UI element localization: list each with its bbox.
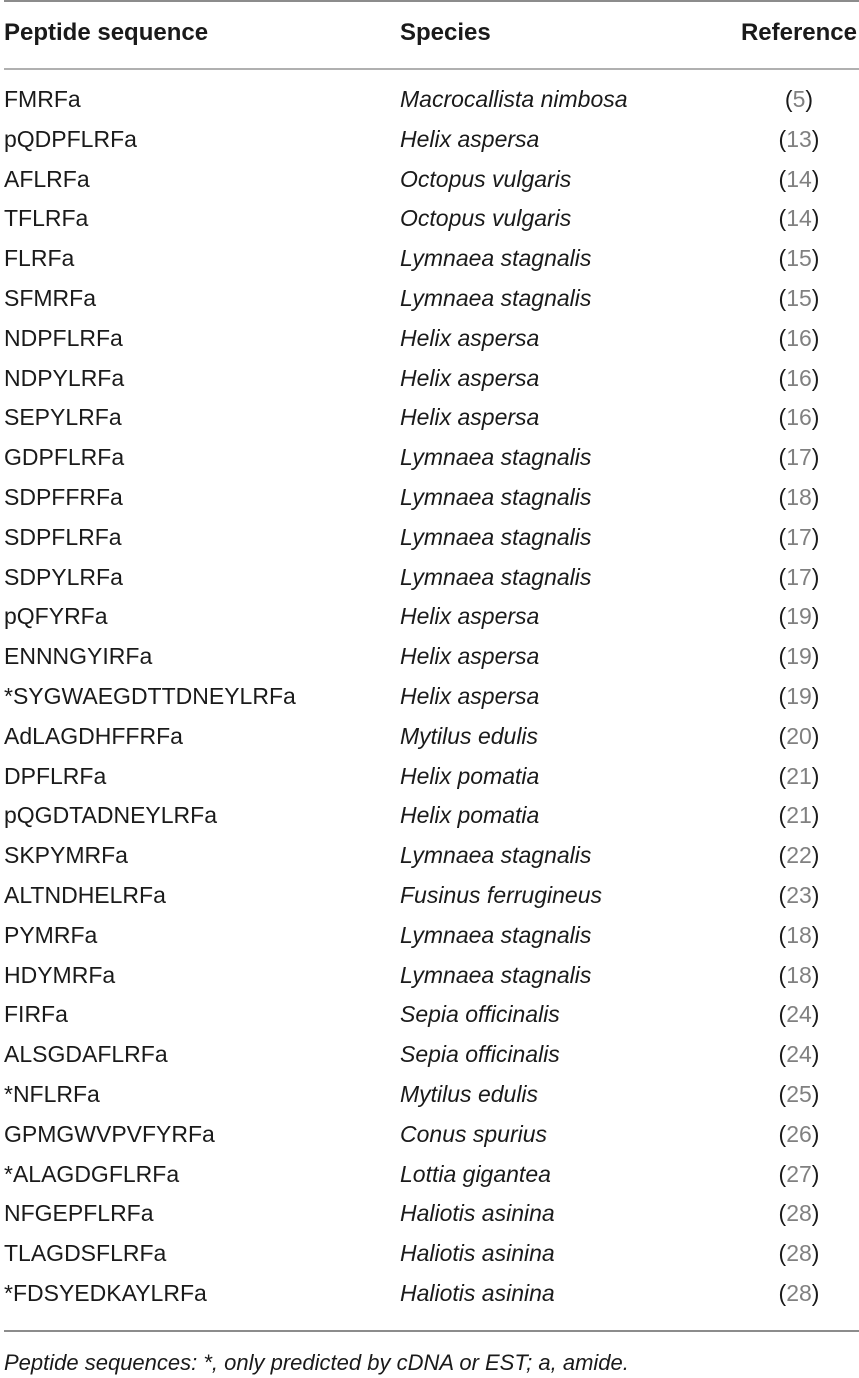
peptide-sequence-cell: ALSGDAFLRFa [4, 1041, 168, 1068]
peptide-sequence-cell: *FDSYEDKAYLRFa [4, 1279, 207, 1306]
reference-link[interactable]: 24 [786, 1041, 812, 1068]
reference-link[interactable]: 14 [786, 165, 812, 192]
reference-cell: (27) [778, 1160, 820, 1187]
reference-cell: (16) [778, 364, 820, 391]
reference-cell: (15) [778, 284, 820, 311]
peptide-sequence-cell: SDPFFRFa [4, 483, 123, 510]
peptide-sequence-cell: HDYMRFa [4, 961, 116, 988]
species-cell: Mytilus edulis [400, 722, 539, 749]
species-cell: Lymnaea stagnalis [400, 444, 592, 471]
reference-link[interactable]: 15 [786, 284, 812, 311]
table-row [0, 359, 859, 399]
species-cell: Helix aspersa [400, 404, 540, 431]
peptide-sequence-cell: NDPFLRFa [4, 324, 123, 351]
reference-link[interactable]: 21 [786, 802, 812, 829]
table-row [0, 876, 859, 916]
reference-cell: (26) [778, 1120, 820, 1147]
species-cell: Haliotis asinina [400, 1200, 555, 1227]
species-cell: Lymnaea stagnalis [400, 245, 592, 272]
table-row [0, 597, 859, 637]
species-cell: Haliotis asinina [400, 1240, 555, 1267]
species-cell: Lottia gigantea [400, 1160, 551, 1187]
reference-cell: (17) [778, 523, 820, 550]
table-row [0, 677, 859, 717]
reference-link[interactable]: 27 [786, 1160, 812, 1187]
peptide-sequence-cell: TLAGDSFLRFa [4, 1240, 167, 1267]
reference-cell: (14) [778, 165, 820, 192]
table-row [0, 956, 859, 996]
peptide-sequence-cell: SEPYLRFa [4, 404, 122, 431]
reference-cell: (28) [778, 1240, 820, 1267]
species-cell: Lymnaea stagnalis [400, 563, 592, 590]
reference-cell: (19) [778, 643, 820, 670]
reference-cell: (28) [778, 1200, 820, 1227]
reference-cell: (24) [778, 1041, 820, 1068]
reference-cell: (14) [778, 205, 820, 232]
table-row [0, 438, 859, 478]
reference-link[interactable]: 17 [786, 523, 812, 550]
reference-link[interactable]: 28 [786, 1279, 812, 1306]
table-row [0, 160, 859, 200]
peptide-sequence-cell: FIRFa [4, 1001, 68, 1028]
species-cell: Haliotis asinina [400, 1279, 555, 1306]
species-cell: Octopus vulgaris [400, 165, 572, 192]
reference-link[interactable]: 5 [792, 86, 806, 112]
reference-link[interactable]: 16 [786, 364, 812, 391]
species-cell: Lymnaea stagnalis [400, 961, 592, 988]
reference-link[interactable]: 22 [786, 842, 812, 869]
table-row [0, 717, 859, 757]
table-row [0, 319, 859, 359]
reference-link[interactable]: 14 [786, 205, 812, 232]
species-cell: Sepia officinalis [400, 1041, 560, 1068]
species-cell: Mytilus edulis [400, 1080, 539, 1107]
table-row [0, 279, 859, 319]
reference-cell: (16) [778, 324, 820, 351]
peptide-sequence-cell: SDPFLRFa [4, 523, 122, 550]
species-cell: Helix aspersa [400, 682, 540, 709]
reference-link[interactable]: 23 [786, 881, 812, 908]
table-row [0, 558, 859, 598]
table-row [0, 478, 859, 518]
reference-link[interactable]: 15 [786, 245, 812, 272]
reference-link[interactable]: 25 [786, 1080, 812, 1107]
table-row [0, 1155, 859, 1195]
species-cell: Lymnaea stagnalis [400, 842, 592, 869]
peptide-sequence-cell: TFLRFa [4, 205, 89, 232]
table-footnote: Peptide sequences: *, only predicted by cDNA or EST; a, amide. [4, 1350, 629, 1375]
table-row [0, 916, 859, 956]
peptide-sequence-cell: *ALAGDGFLRFa [4, 1160, 180, 1187]
table-row [0, 836, 859, 876]
table-row [0, 80, 859, 120]
peptide-sequence-cell: SDPYLRFa [4, 563, 123, 590]
peptide-sequence-cell: ALTNDHELRFa [4, 881, 166, 908]
table-body [0, 80, 859, 1314]
species-cell: Conus spurius [400, 1120, 548, 1147]
peptide-sequence-cell: pQGDTADNEYLRFa [4, 802, 218, 829]
reference-cell: (18) [778, 921, 820, 948]
table-row [0, 518, 859, 558]
species-cell: Lymnaea stagnalis [400, 921, 592, 948]
reference-link[interactable]: 19 [786, 643, 812, 670]
reference-cell: (21) [778, 762, 820, 789]
reference-link[interactable]: 18 [786, 483, 812, 510]
reference-cell: (23) [778, 881, 820, 908]
reference-cell: (18) [778, 483, 820, 510]
peptide-sequence-cell: SFMRFa [4, 284, 96, 311]
table-row [0, 1274, 859, 1314]
peptide-sequence-cell: AFLRFa [4, 165, 90, 192]
reference-cell: (18) [778, 961, 820, 988]
reference-link[interactable]: 24 [786, 1001, 812, 1028]
peptide-sequence-cell: FLRFa [4, 245, 75, 272]
table-row [0, 1194, 859, 1234]
table-header [0, 0, 859, 68]
reference-link[interactable]: 28 [786, 1200, 812, 1227]
peptide-sequence-cell: NFGEPFLRFa [4, 1200, 154, 1227]
reference-link[interactable]: 18 [786, 921, 812, 948]
species-cell: Fusinus ferrugineus [400, 881, 602, 908]
reference-link[interactable]: 18 [786, 961, 812, 988]
reference-link[interactable]: 20 [786, 722, 812, 749]
table-row [0, 1075, 859, 1115]
table-row [0, 1035, 859, 1075]
peptide-sequence-cell: pQFYRFa [4, 603, 108, 630]
reference-link[interactable]: 17 [786, 563, 812, 590]
reference-link[interactable]: 13 [786, 125, 812, 152]
table-row [0, 757, 859, 797]
table-row [0, 239, 859, 279]
species-cell: Helix pomatia [400, 762, 540, 789]
species-cell: Lymnaea stagnalis [400, 284, 592, 311]
header-species: Species [400, 19, 491, 46]
table-header-rule [4, 68, 859, 70]
reference-link[interactable]: 17 [786, 444, 812, 471]
peptide-sequence-cell: AdLAGDHFFRFa [4, 722, 183, 749]
table-row [0, 120, 859, 160]
species-cell: Helix aspersa [400, 603, 540, 630]
reference-link[interactable]: 16 [786, 324, 812, 351]
reference-cell: (20) [778, 722, 820, 749]
species-cell: Lymnaea stagnalis [400, 523, 592, 550]
peptide-sequence-cell: PYMRFa [4, 921, 98, 948]
peptide-sequence-cell: DPFLRFa [4, 762, 107, 789]
table-row [0, 1115, 859, 1155]
reference-cell: (25) [778, 1080, 820, 1107]
reference-link[interactable]: 19 [786, 682, 812, 709]
species-cell: Helix aspersa [400, 324, 540, 351]
reference-cell: (28) [778, 1279, 820, 1306]
table-row [0, 1234, 859, 1274]
species-cell: Helix pomatia [400, 802, 540, 829]
peptide-sequence-cell: GDPFLRFa [4, 444, 125, 471]
reference-cell: (19) [778, 603, 820, 630]
species-cell: Macrocallista nimbosa [400, 86, 628, 112]
reference-cell: (13) [778, 125, 820, 152]
peptide-sequence-cell: FMRFa [4, 86, 81, 112]
peptide-sequence-cell: GPMGWVPVFYRFa [4, 1120, 215, 1147]
reference-cell: (22) [778, 842, 820, 869]
species-cell: Helix aspersa [400, 125, 540, 152]
peptide-sequence-cell: pQDPFLRFa [4, 125, 137, 152]
species-cell: Lymnaea stagnalis [400, 483, 592, 510]
reference-link[interactable]: 21 [786, 762, 812, 789]
species-cell: Sepia officinalis [400, 1001, 560, 1028]
reference-link[interactable]: 19 [786, 603, 812, 630]
table-row [0, 199, 859, 239]
table-row [0, 398, 859, 438]
table-bottom-rule [4, 1330, 859, 1332]
reference-link[interactable]: 28 [786, 1240, 812, 1267]
table-row [0, 637, 859, 677]
header-reference: Reference [740, 19, 857, 46]
reference-link[interactable]: 26 [786, 1120, 812, 1147]
reference-link[interactable]: 16 [786, 404, 812, 431]
reference-cell: (17) [778, 563, 820, 590]
reference-cell: (24) [778, 1001, 820, 1028]
species-cell: Helix aspersa [400, 364, 540, 391]
peptide-sequence-cell: *NFLRFa [4, 1080, 100, 1107]
peptide-sequence-cell: SKPYMRFa [4, 842, 128, 869]
peptide-sequence-cell: NDPYLRFa [4, 364, 125, 391]
reference-cell: (16) [778, 404, 820, 431]
reference-cell: (21) [778, 802, 820, 829]
reference-cell: (19) [778, 682, 820, 709]
reference-cell: (15) [778, 245, 820, 272]
species-cell: Octopus vulgaris [400, 205, 572, 232]
header-peptide-sequence: Peptide sequence [4, 19, 209, 46]
species-cell: Helix aspersa [400, 643, 540, 670]
peptide-sequence-cell: ENNNGYIRFa [4, 643, 153, 670]
peptide-sequence-cell: *SYGWAEGDTTDNEYLRFa [4, 682, 296, 709]
reference-cell: (17) [778, 444, 820, 471]
table-row [0, 995, 859, 1035]
table-row [0, 796, 859, 836]
reference-cell: (5) [784, 86, 814, 112]
